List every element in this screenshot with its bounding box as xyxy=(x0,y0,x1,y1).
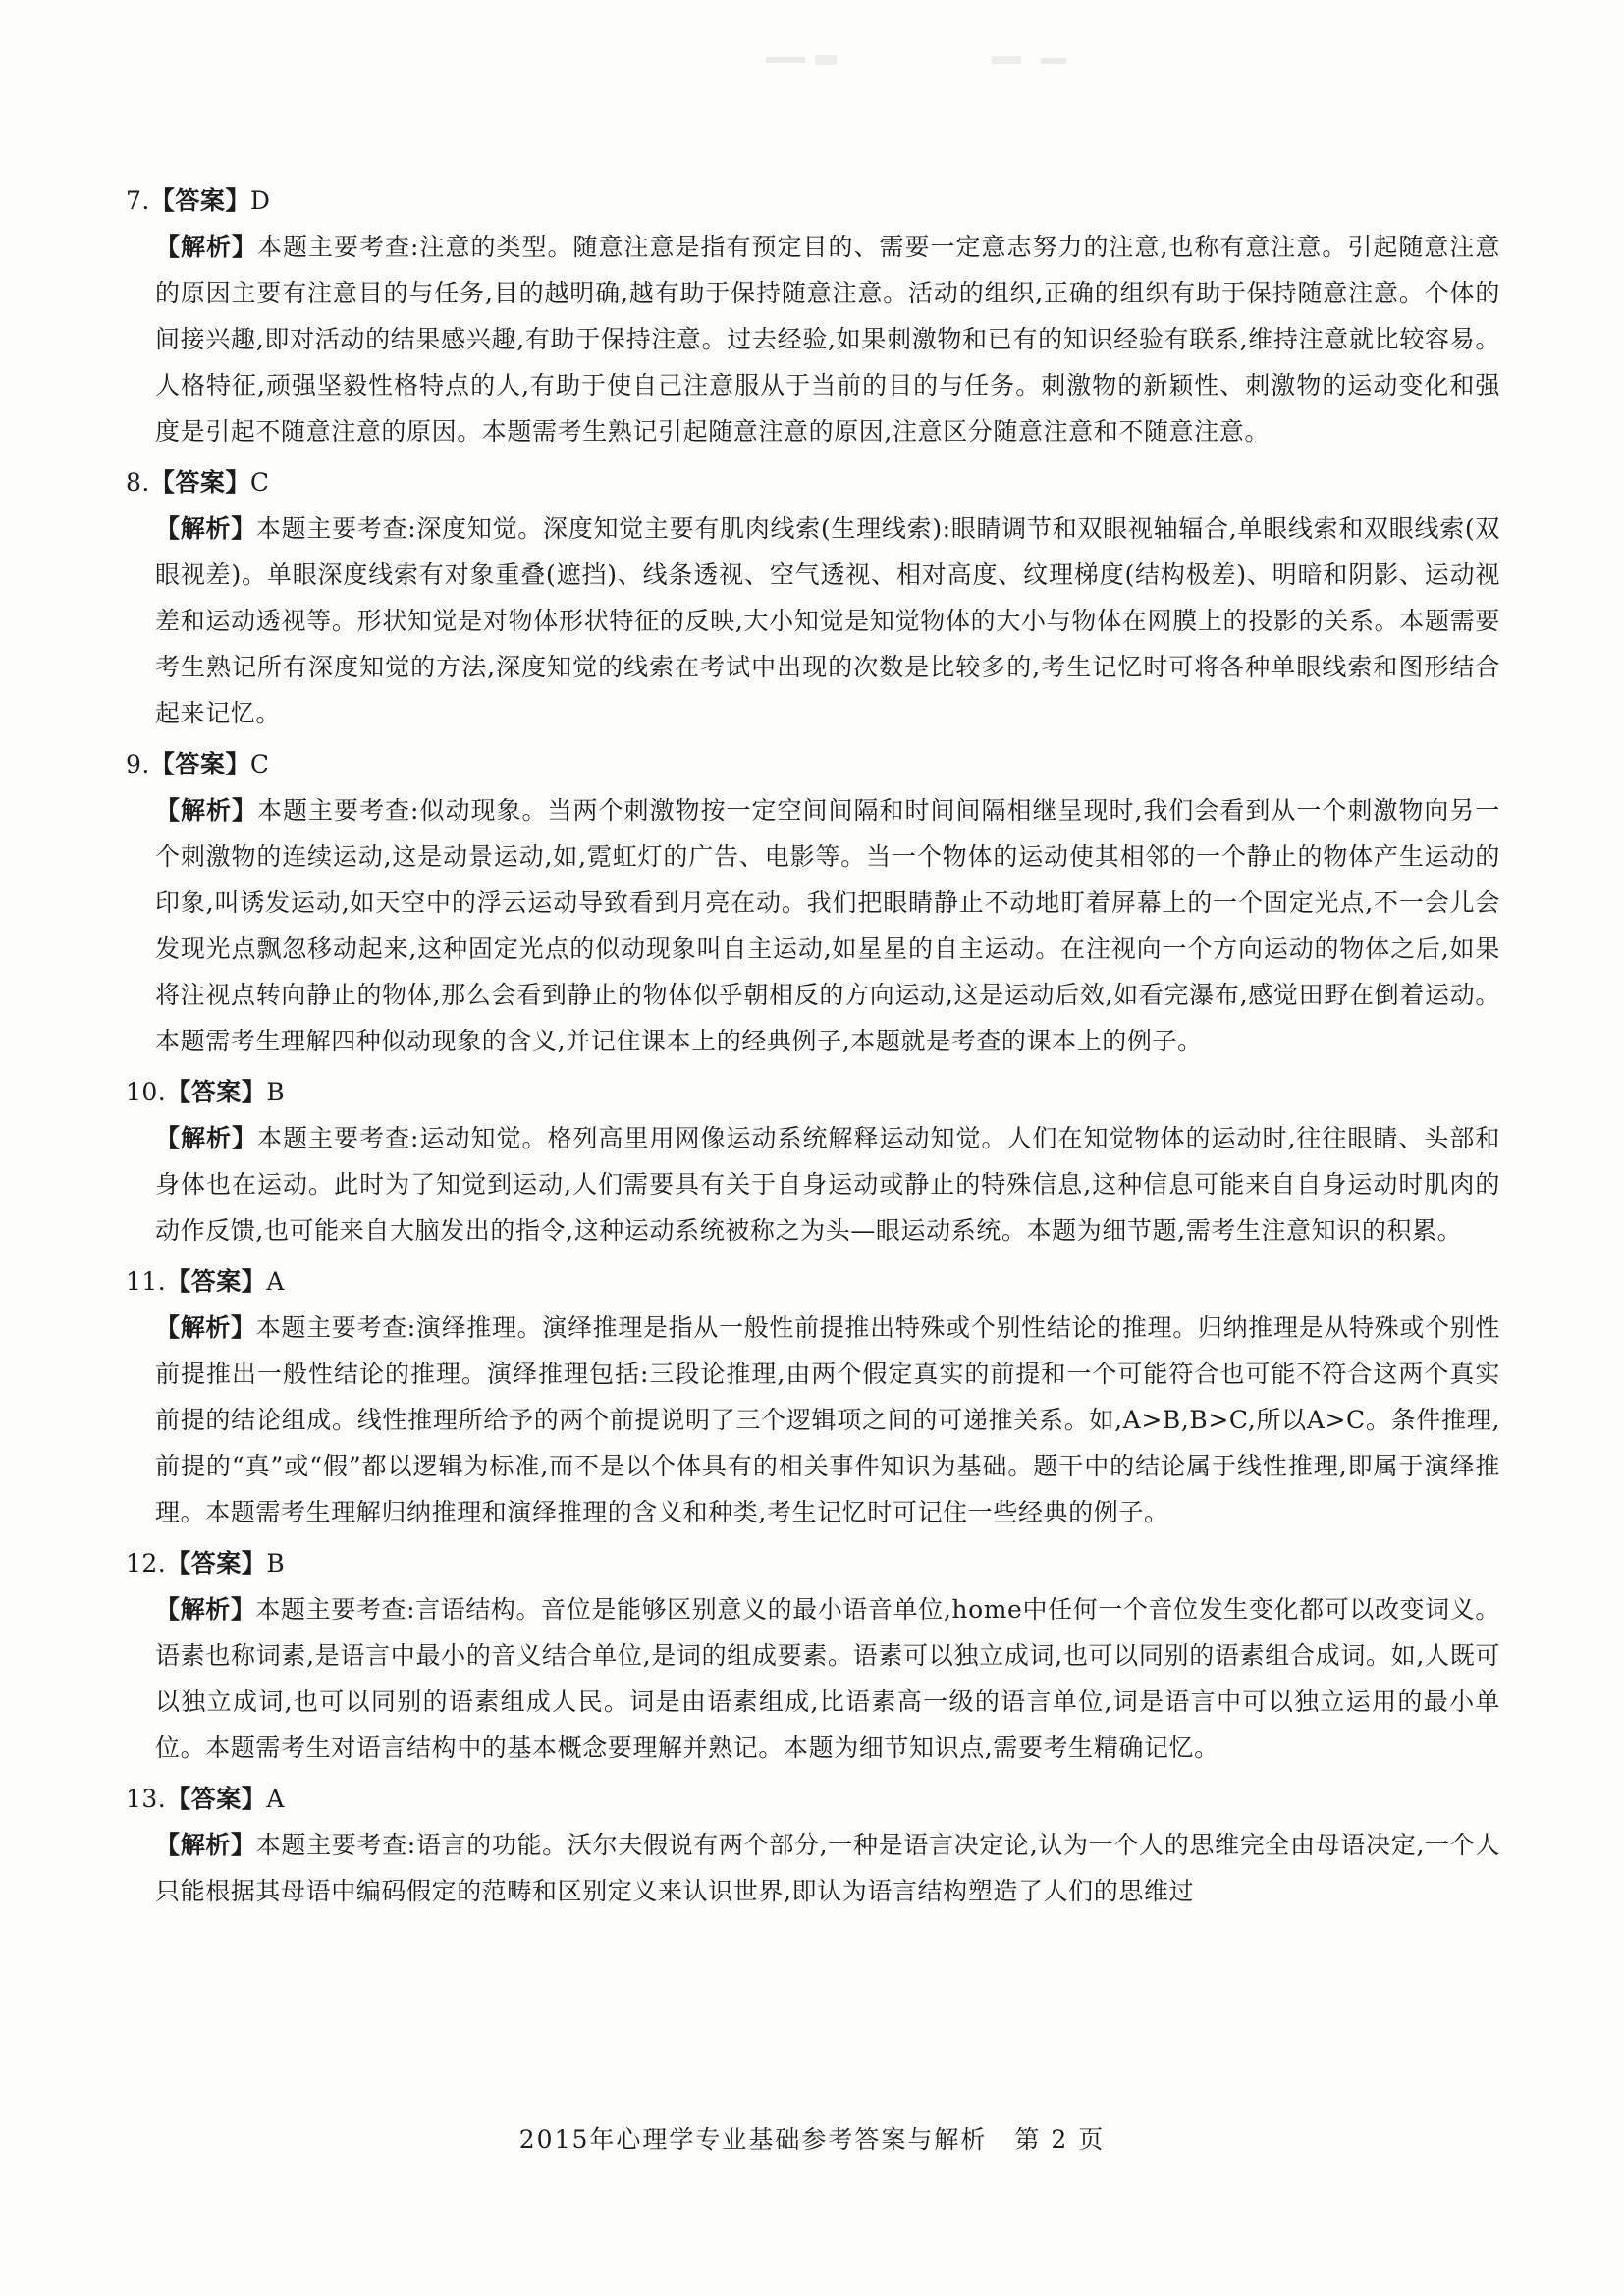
answer-bracket-open: 【 xyxy=(166,1549,191,1577)
analysis-text: 本题主要考查:语言的功能。沃尔夫假说有两个部分,一种是语言决定论,认为一个人的思维完全由母语决定,一个人只能根据其母语中编码假定的范畴和区别定义来认识世界,即认为语言结构塑造了人们的思维过 xyxy=(155,1831,1501,1905)
footer-title: 2015年心理学专业基础参考答案与解析 xyxy=(518,2125,988,2154)
analysis-bracket-open: 【 xyxy=(155,1831,181,1859)
question-number: 9. xyxy=(126,750,150,778)
answer-label: 答案 xyxy=(175,187,226,215)
answer-bracket-close: 】 xyxy=(225,750,250,778)
analysis-text: 本题主要考查:运动知觉。格列高里用网像运动系统解释运动知觉。人们在知觉物体的运动时,往往眼睛、头部和身体也在运动。此时为了知觉到运动,人们需要具有关于自身运动或静止的特殊信息,这种信息可能来自自身运动时肌肉的动作反馈,也可能来自大脑发出的指令,这种运动系统被称之为头—眼运动系统。本题为细节题,需考生注意知识的积累。 xyxy=(155,1124,1501,1245)
answer-line xyxy=(126,1541,1500,1586)
answer-bracket-close: 】 xyxy=(241,1549,267,1577)
analysis-paragraph xyxy=(155,1305,1500,1535)
answer-bracket-close: 】 xyxy=(241,1078,267,1106)
analysis-label: 解析 xyxy=(181,1124,233,1152)
answer-bracket-close: 】 xyxy=(225,187,250,215)
analysis-text: 本题主要考查:演绎推理。演绎推理是指从一般性前提推出特殊或个别性结论的推理。归纳推理是从特殊或个别性前提推出一般性结论的推理。演绎推理包括:三段论推理,由两个假定真实的前提和一个可能符合也可能不符合这两个真实前提的结论组成。线性推理所给予的两个前提说明了三个逻辑项之间的可递推关系。如,A>B,B>C,所以A>C。条件推理,前提的“真”或“假”都以逻辑为标准,而不是以个体具有的相关事件知识为基础。题干中的结论属于线性推理,即属于演绎推理。本题需考生理解归纳推理和演绎推理的含义和种类,考生记忆时可记住一些经典的例子。 xyxy=(155,1313,1500,1526)
answer-line xyxy=(126,1259,1500,1305)
analysis-text: 本题主要考查:言语结构。音位是能够区别意义的最小语音单位,home中任何一个音位发生变化都可以改变词义。语素也称词素,是语言中最小的音义结合单位,是词的组成要素。语素可以独立成词,也可以同别的语素组合成词。如,人既可以独立成词,也可以同别的语素组成人民。词是由语素组成,比语素高一级的语言单位,词是语言中可以独立运用的最小单位。本题需考生对语言结构中的基本概念要理解并熟记。本题为细节知识点,需要考生精确记忆。 xyxy=(155,1595,1500,1762)
answer-value: C xyxy=(249,468,270,497)
scan-artifact xyxy=(746,47,1119,77)
analysis-text: 本题主要考查:注意的类型。随意注意是指有预定目的、需要一定意志努力的注意,也称有意注意。引起随意注意的原因主要有注意目的与任务,目的越明确,越有助于保持随意注意。活动的组织,正确的组织有助于保持随意注意。个体的间接兴趣,即对活动的结果感兴趣,有助于保持注意。过去经验,如果刺激物和已有的知识经验有联系,维持注意就比较容易。人格特征,顽强坚毅性格特点的人,有助于使自己注意服从于当前的目的与任务。刺激物的新颖性、刺激物的运动变化和强度是引起不随意注意的原因。本题需考生熟记引起随意注意的原因,注意区分随意注意和不随意注意。 xyxy=(155,233,1501,446)
question-number: 8. xyxy=(126,468,150,497)
question-number: 11. xyxy=(126,1267,167,1296)
answer-value: A xyxy=(266,1785,285,1813)
analysis-label: 解析 xyxy=(181,796,233,825)
analysis-bracket-open: 【 xyxy=(155,233,182,261)
question-item xyxy=(126,1777,1500,1914)
analysis-bracket-close: 】 xyxy=(231,514,256,543)
analysis-paragraph xyxy=(155,1822,1500,1914)
answer-bracket-close: 】 xyxy=(241,1785,267,1813)
question-item xyxy=(126,1070,1500,1254)
question-number: 7. xyxy=(126,187,150,215)
analysis-bracket-open: 【 xyxy=(155,514,181,543)
question-item xyxy=(126,460,1500,736)
analysis-paragraph xyxy=(155,1115,1500,1254)
analysis-bracket-open: 【 xyxy=(155,1124,182,1152)
analysis-bracket-close: 】 xyxy=(232,796,258,825)
analysis-bracket-open: 【 xyxy=(155,1313,181,1342)
answer-label: 答案 xyxy=(190,1078,242,1106)
answer-bracket-close: 】 xyxy=(225,468,250,497)
question-item xyxy=(126,179,1500,454)
page-number: 第 2 页 xyxy=(1014,2125,1106,2154)
analysis-label: 解析 xyxy=(181,233,233,261)
answer-value: C xyxy=(249,750,270,778)
answer-label: 答案 xyxy=(190,1267,242,1296)
analysis-paragraph xyxy=(155,224,1500,454)
answer-value: D xyxy=(249,187,271,215)
page-footer xyxy=(0,2120,1624,2156)
answer-bracket-open: 【 xyxy=(149,750,176,778)
question-number: 10. xyxy=(126,1078,167,1106)
analysis-text: 本题主要考查:似动现象。当两个刺激物按一定空间间隔和时间间隔相继呈现时,我们会看到从一个刺激物向另一个刺激物的连续运动,这是动景运动,如,霓虹灯的广告、电影等。当一个物体的运动使其相邻的一个静止的物体产生运动的印象,叫诱发运动,如天空中的浮云运动导致看到月亮在动。我们把眼睛静止不动地盯着屏幕上的一个固定光点,不一会儿会发现光点飘忽移动起来,这种固定光点的似动现象叫自主运动,如星星的自主运动。在注视向一个方向运动的物体之后,如果将注视点转向静止的物体,那么会看到静止的物体似乎朝相反的方向运动,这是运动后效,如看完瀑布,感觉田野在倒着运动。本题需考生理解四种似动现象的含义,并记住课本上的经典例子,本题就是考查的课本上的例子。 xyxy=(155,796,1501,1055)
answer-value: B xyxy=(266,1549,286,1577)
analysis-label: 解析 xyxy=(180,514,232,543)
answer-label: 答案 xyxy=(190,1785,242,1813)
answer-label: 答案 xyxy=(190,1549,242,1577)
answer-line xyxy=(126,1070,1500,1115)
analysis-bracket-open: 【 xyxy=(155,1595,181,1624)
analysis-bracket-close: 】 xyxy=(232,233,258,261)
answer-value: B xyxy=(266,1078,286,1106)
question-number: 12. xyxy=(126,1549,167,1577)
analysis-text: 本题主要考查:深度知觉。深度知觉主要有肌肉线索(生理线索):眼睛调节和双眼视轴辐合,单眼线索和双眼线索(双眼视差)。单眼深度线索有对象重叠(遮挡)、线条透视、空气透视、相对高度、纹理梯度(结构极差)、明暗和阴影、运动视差和运动透视等。形状知觉是对物体形状特征的反映,大小知觉是知觉物体的大小与物体在网膜上的投影的关系。本题需要考生熟记所有深度知觉的方法,深度知觉的线索在考试中出现的次数是比较多的,考生记忆时可将各种单眼线索和图形结合起来记忆。 xyxy=(155,514,1501,727)
analysis-label: 解析 xyxy=(180,1595,231,1624)
analysis-bracket-close: 】 xyxy=(230,1595,256,1624)
answer-label: 答案 xyxy=(175,468,226,497)
answer-line xyxy=(126,1777,1500,1822)
answer-bracket-open: 【 xyxy=(166,1078,191,1106)
answer-bracket-close: 】 xyxy=(241,1267,267,1296)
question-item xyxy=(126,1259,1500,1535)
analysis-bracket-close: 】 xyxy=(231,1831,256,1859)
answer-list xyxy=(126,179,1500,1920)
answer-line xyxy=(126,179,1500,224)
answer-label: 答案 xyxy=(175,750,226,778)
analysis-bracket-close: 】 xyxy=(232,1124,258,1152)
analysis-bracket-close: 】 xyxy=(231,1313,256,1342)
answer-bracket-open: 【 xyxy=(149,187,176,215)
analysis-bracket-open: 【 xyxy=(155,796,182,825)
analysis-paragraph xyxy=(155,1586,1500,1771)
answer-line xyxy=(126,460,1500,506)
analysis-paragraph xyxy=(155,787,1500,1064)
analysis-paragraph xyxy=(155,506,1500,736)
question-number: 13. xyxy=(126,1785,167,1813)
question-item xyxy=(126,742,1500,1064)
answer-bracket-open: 【 xyxy=(149,468,176,497)
analysis-label: 解析 xyxy=(180,1313,232,1342)
question-item xyxy=(126,1541,1500,1771)
answer-bracket-open: 【 xyxy=(166,1785,191,1813)
answer-bracket-open: 【 xyxy=(166,1267,191,1296)
answer-line xyxy=(126,742,1500,787)
analysis-label: 解析 xyxy=(180,1831,232,1859)
answer-value: A xyxy=(266,1267,285,1296)
